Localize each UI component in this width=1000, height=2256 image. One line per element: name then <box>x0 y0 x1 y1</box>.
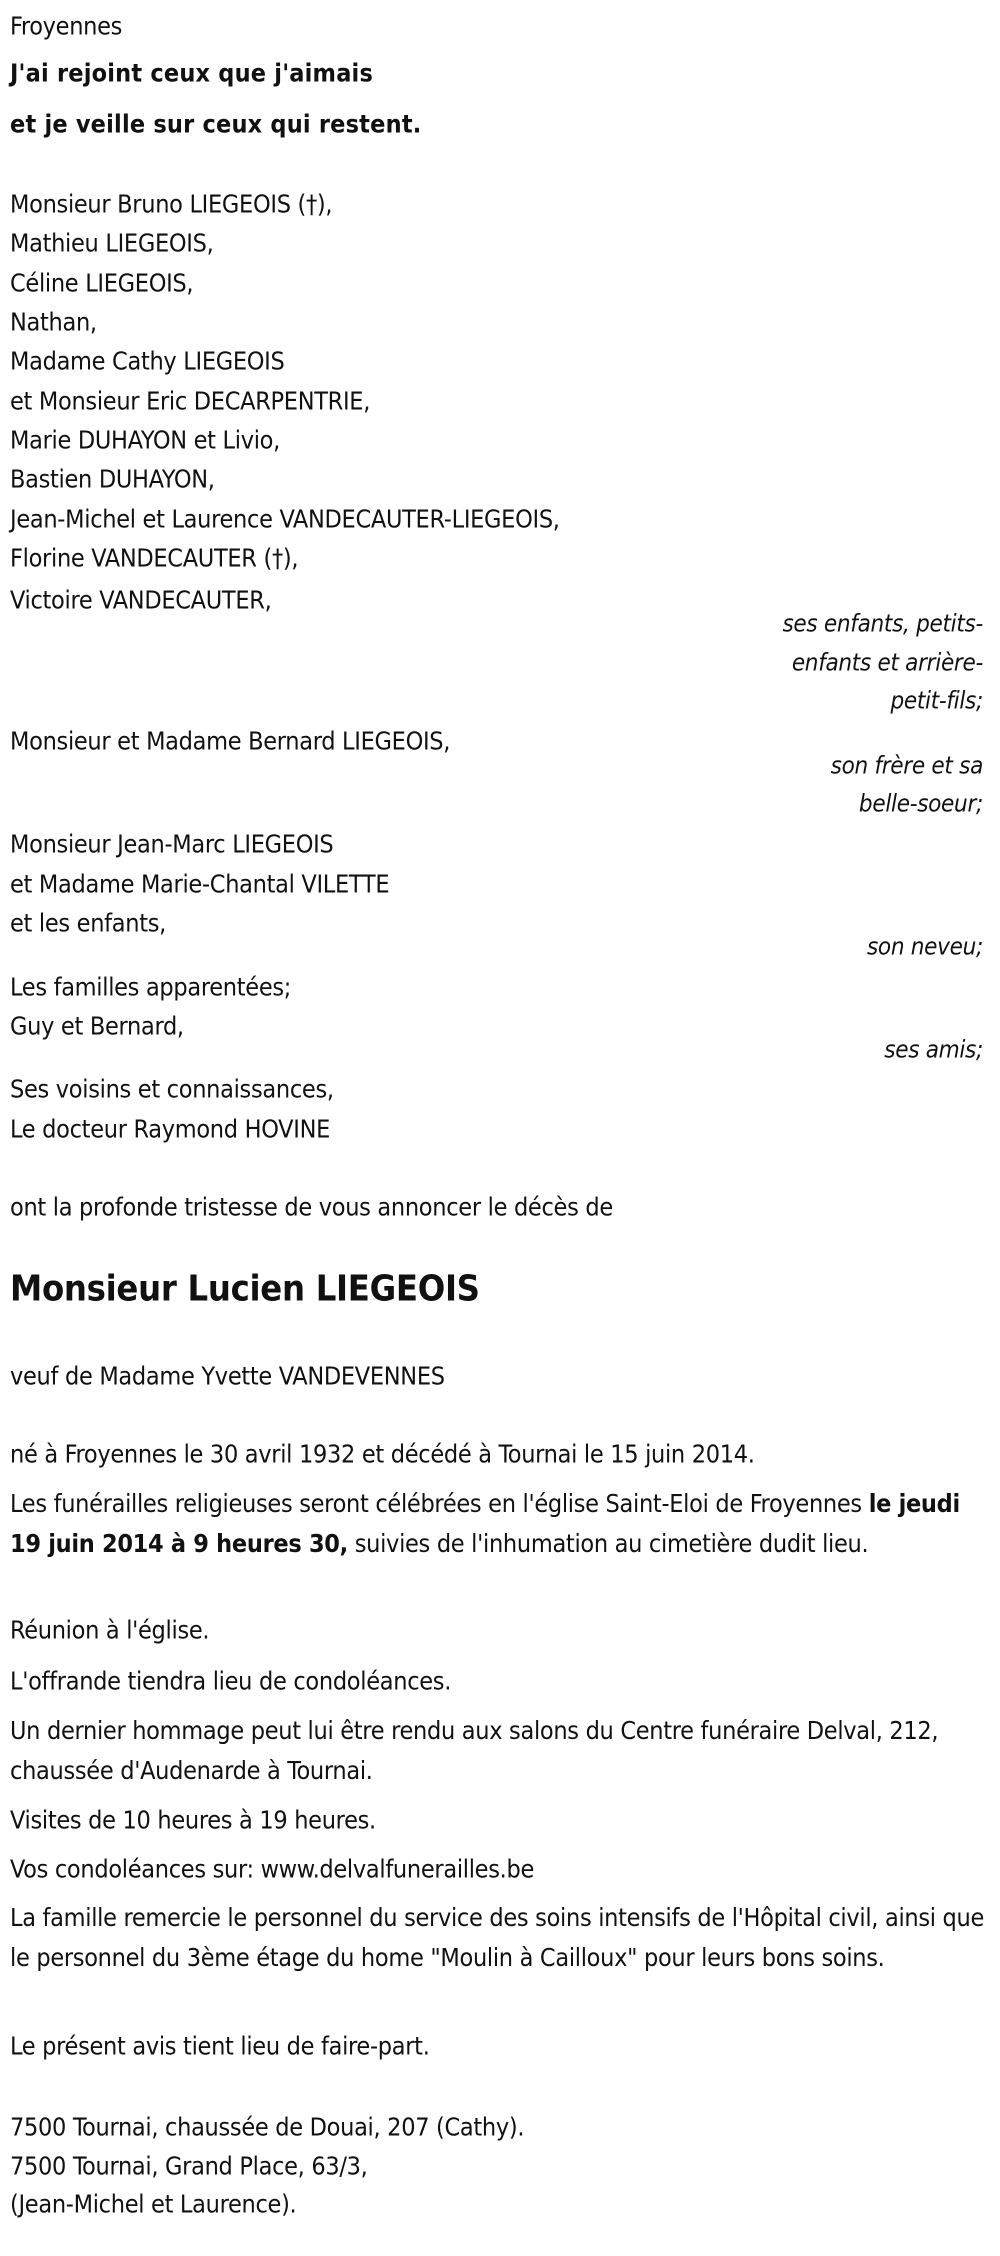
relation-label: ses amis; <box>884 1035 983 1064</box>
family-member: et Monsieur Eric DECARPENTRIE, <box>10 386 371 416</box>
family-member: et les enfants, <box>10 908 166 938</box>
birth-death-info: né à Froyennes le 30 avril 1932 et décédé à Tournai le 15 juin 2014. <box>10 1439 755 1469</box>
family-member: Marie DUHAYON et Livio, <box>10 425 280 455</box>
address-line: 7500 Tournai, Grand Place, 63/3, <box>10 2151 368 2181</box>
family-member: Jean-Michel et Laurence VANDECAUTER-LIEGEOIS, <box>10 504 560 534</box>
family-member: Mathieu LIEGEOIS, <box>10 228 214 258</box>
visits-info: Visites de 10 heures à 19 heures. <box>10 1805 376 1835</box>
funeral-info-text: Les funérailles religieuses seront célébrées en l'église Saint-Eloi de Froyennes <box>10 1489 869 1518</box>
condolences-info: Vos condoléances sur: www.delvalfunerailles.be <box>10 1854 534 1884</box>
family-member: Céline LIEGEOIS, <box>10 268 194 298</box>
quote-line: et je veille sur ceux qui restent. <box>10 109 422 139</box>
notice-info: Le présent avis tient lieu de faire-part. <box>10 2031 430 2061</box>
address-line: (Jean-Michel et Laurence). <box>10 2189 297 2219</box>
meeting-info: Réunion à l'église. <box>10 1615 210 1645</box>
deceased-name: Monsieur Lucien LIEGEOIS <box>10 1268 480 1310</box>
family-member: Bastien DUHAYON, <box>10 464 215 494</box>
place-name: Froyennes <box>10 11 123 41</box>
family-member: Nathan, <box>10 307 97 337</box>
family-member: Les familles apparentées; <box>10 972 292 1002</box>
family-member: Monsieur et Madame Bernard LIEGEOIS, <box>10 726 451 756</box>
family-member: et Madame Marie-Chantal VILETTE <box>10 869 390 899</box>
relation-label: belle-soeur; <box>858 789 983 818</box>
announcement-intro: ont la profonde tristesse de vous annoncer le décès de <box>10 1192 613 1222</box>
family-member: Monsieur Jean-Marc LIEGEOIS <box>10 829 334 859</box>
funeral-info <box>10 1484 990 1563</box>
widower-of: veuf de Madame Yvette VANDEVENNES <box>10 1361 445 1391</box>
funeral-info-text: suivies de l'inhumation au cimetière dudit lieu. <box>347 1528 869 1558</box>
funeral-date: le jeudi 19 juin 2014 à 9 heures 30, <box>10 1489 960 1558</box>
quote-line: J'ai rejoint ceux que j'aimais <box>10 58 374 88</box>
relation-label: son neveu; <box>866 932 983 961</box>
relation-label: enfants et arrière- <box>791 648 983 677</box>
relation-label: son frère et sa <box>830 751 983 780</box>
offering-info: L'offrande tiendra lieu de condoléances. <box>10 1666 452 1696</box>
relation-label: ses enfants, petits- <box>782 609 983 638</box>
family-member: Madame Cathy LIEGEOIS <box>10 346 285 376</box>
family-member: Le docteur Raymond HOVINE <box>10 1114 331 1144</box>
family-member: Ses voisins et connaissances, <box>10 1074 334 1104</box>
tribute-info: Un dernier hommage peut lui être rendu aux salons du Centre funéraire Delval, 212, chaussée d'Audenarde à Tournai. <box>10 1716 939 1785</box>
family-member: Monsieur Bruno LIEGEOIS (†), <box>10 189 333 219</box>
family-member: Florine VANDECAUTER (†), <box>10 543 299 573</box>
family-member: Guy et Bernard, <box>10 1011 184 1041</box>
family-member: Victoire VANDECAUTER, <box>10 585 272 615</box>
address-line: 7500 Tournai, chaussée de Douai, 207 (Cathy). <box>10 2112 525 2142</box>
relation-label: petit-fils; <box>890 686 983 715</box>
thanks-info: La famille remercie le personnel du service des soins intensifs de l'Hôpital civil, ainsi que le personnel du 3ème étage du home "Moulin à Cailloux" pour leurs bons soins. <box>10 1903 985 1972</box>
